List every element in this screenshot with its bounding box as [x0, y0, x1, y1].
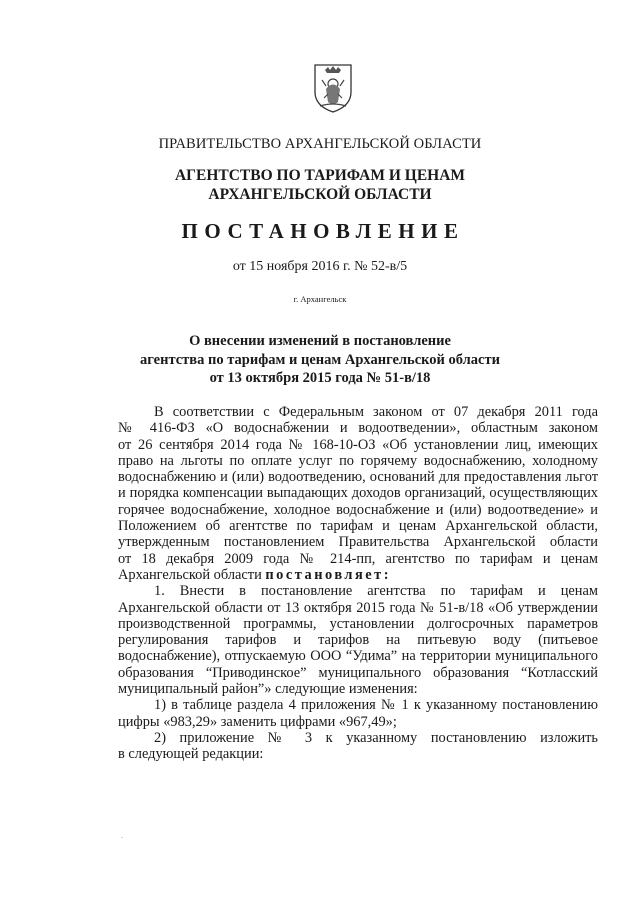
coat-of-arms-icon [312, 62, 354, 114]
body-line: водоснабжение), отпускаемую ООО “Удима” на территории муниципального [118, 648, 598, 665]
body-line: право на льготы по оплате услуг по горячему водоснабжению, холодному [118, 452, 598, 469]
body-line: 1) в таблице раздела 4 приложения № 1 к указанному постановлению [154, 697, 598, 714]
body-line [118, 567, 598, 583]
body-line: 1. Внести в постановление агентства по тарифам и ценам [154, 583, 598, 600]
body-line: муниципальный район”» следующие изменения: [118, 681, 418, 698]
document-body [118, 404, 598, 763]
body-line: цифры «983,29» заменить цифрами «967,49»; [118, 713, 397, 730]
body-line: горячее водоснабжение, холодное водоснабжение и (или) водоотведение» и [118, 501, 598, 518]
resolution-word: постановляет: [265, 566, 392, 583]
subject-line: агентства по тарифам и ценам Архангельской области [140, 351, 500, 368]
body-line: регулирования тарифов и тарифов на питьевую воду (питьевое [118, 632, 598, 649]
agency-name [0, 166, 640, 204]
document-type: ПОСТАНОВЛЕНИЕ [181, 219, 465, 243]
body-line: в следующей редакции: [118, 746, 264, 763]
body-line: Архангельской области от 13 октября 2015 года № 51-в/18 «Об утверждении [118, 599, 598, 616]
body-line: от 18 декабря 2009 года № 214-пп, агентство по тарифам и ценам [118, 550, 598, 567]
body-line: 2) приложение № 3 к указанному постановлению изложить [154, 729, 598, 746]
body-line: образования “Приводинское” муниципального образования “Котласский [118, 664, 598, 681]
agency-name-line: АГЕНТСТВО ПО ТАРИФАМ И ЦЕНАМ [174, 167, 466, 184]
body-line: Положением об агентстве по тарифам и ценам Архангельской области, [118, 518, 598, 535]
date-number: от 15 ноября 2016 г. № 52-в/5 [232, 259, 408, 274]
subject-line: от 13 октября 2015 года № 51-в/18 [209, 370, 431, 386]
page-mark: . [121, 831, 123, 840]
body-line: утвержденным постановлением Правительства Архангельской области [118, 534, 598, 551]
body-line: и порядка компенсации выпадающих доходов организаций, осуществляющих [118, 485, 598, 502]
body-line: В соответствии с Федеральным законом от 07 декабря 2011 года [154, 404, 598, 420]
body-line: от 26 сентября 2014 года № 168-10-ОЗ «Об установлении лиц, имеющих [118, 436, 598, 453]
subject-line: О внесении изменений в постановление [189, 333, 451, 349]
body-line: № 416-ФЗ «О водоснабжении и водоотведении», областным законом [118, 420, 598, 437]
body-text-fragment: Архангельской области [118, 566, 262, 583]
document-subject [0, 332, 640, 388]
government-name: ПРАВИТЕЛЬСТВО АРХАНГЕЛЬСКОЙ ОБЛАСТИ [158, 136, 482, 152]
body-line: производственной программы, установлении долгосрочных параметров [118, 615, 598, 632]
body-line: водоснабжению и (или) водоотведению, оснований для предоставления льгот [118, 469, 598, 486]
agency-name-line: АРХАНГЕЛЬСКОЙ ОБЛАСТИ [208, 186, 432, 203]
city: г. Архангельск [293, 294, 347, 304]
